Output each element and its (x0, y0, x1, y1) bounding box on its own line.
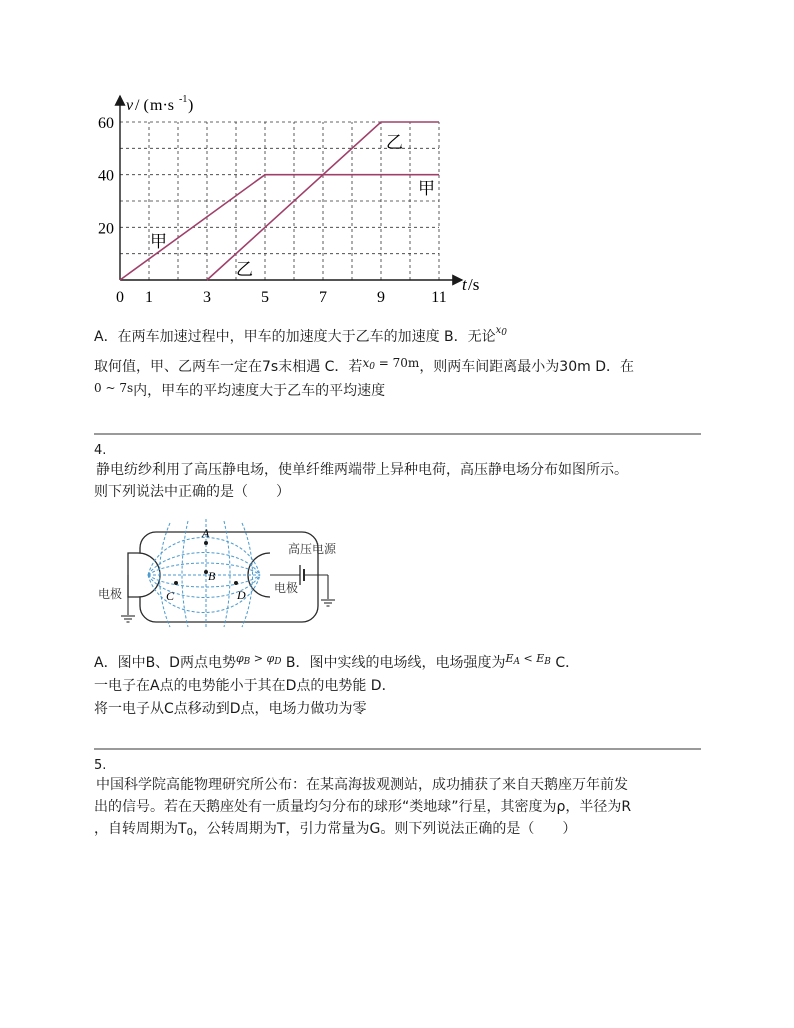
q3-options-line3 (94, 381, 385, 401)
y-tick-label-60: 60 (98, 115, 114, 132)
q4-stem-line2: 则下列说法中正确的是（ ） (94, 484, 290, 500)
q4-option-c-label: C． (555, 655, 580, 671)
y-tick-label-40: 40 (98, 167, 114, 185)
q4-phi-compare: φB > φD (235, 652, 282, 667)
x-tick-label-5: 5 (261, 289, 269, 306)
q4-options-line3: 将一电子从C点移动到D点，电场力做功为零 (94, 701, 367, 717)
annotation-jia-right: 甲 (418, 179, 435, 198)
vt-chart (0, 0, 794, 320)
q5-stem-line3: ，自转周期为$T_0$，公转周期为T，引力常量为G。则下列说法正确的是（ ） (94, 821, 577, 838)
electric-field-figure (90, 515, 370, 630)
label-electrode-right: 电极 (274, 581, 299, 595)
annotation-yi-bottom: 乙 (236, 260, 253, 279)
label-power: 高压电源 (288, 542, 337, 556)
q3-option-d: 内，甲车的平均速度大于乙车的平均速度 (133, 383, 386, 399)
x-tick-label-3: 3 (203, 289, 211, 306)
x-axis-label-unit: /s (468, 275, 480, 294)
q3-option-b-c: 取何值，甲、乙两车一定在7s末相遇 C．若 (94, 359, 363, 375)
q3-x0-eq: $x_0 = 70m$ (362, 356, 420, 372)
x-tick-label-0: 0 (116, 289, 124, 306)
point-D (234, 581, 238, 585)
x-tick-label-11: 11 (431, 289, 447, 306)
q3-option-c-d: ，则两车间距离最小为30m D．在 (419, 359, 634, 375)
q3-options-line1 (94, 327, 507, 351)
label-B: B (208, 569, 216, 583)
divider-q3-q4 (94, 433, 701, 435)
divider-q4-q5 (94, 748, 701, 750)
q3-options-line2 (94, 357, 634, 381)
x-tick-label-9: 9 (377, 289, 385, 306)
x-tick-label-7: 7 (319, 289, 327, 306)
annotation-yi-top: 乙 (386, 133, 403, 152)
q4-option-a: A．图中B、D两点电势 (94, 655, 236, 671)
q5-number: 5. (94, 758, 107, 773)
label-D: D (237, 588, 246, 602)
point-C (174, 581, 178, 585)
x-tick-label-1: 1 (145, 289, 153, 306)
label-A: A (202, 526, 210, 540)
y-axis-label-unit: m·s (150, 97, 174, 114)
q4-stem-line1: 静电纺纱利用了高压静电场，使单纤维两端带上异种电荷，高压静电场分布如图所示。 (96, 462, 628, 478)
y-axis-label-exp: -1 (179, 94, 188, 105)
point-A (204, 541, 208, 545)
annotation-jia-left: 甲 (150, 232, 167, 251)
q4-e-compare: EA < EB (505, 652, 551, 667)
y-tick-label-20: 20 (98, 220, 114, 238)
label-electrode-left: 电极 (98, 587, 123, 601)
y-axis-label-slash: / ( (135, 97, 149, 114)
x-axis-label-t: t (462, 275, 467, 294)
q4-number: 4. (94, 443, 107, 458)
q3-option-a-b: A．在两车加速过程中，甲车的加速度大于乙车的加速度 B．无论 (94, 329, 496, 345)
q5-stem-line2: 出的信号。若在天鹅座处有一质量均匀分布的球形“类地球”行星，其密度为ρ，半径为R (94, 799, 632, 815)
q3-x0: x0 (495, 325, 508, 338)
q4-options-line1 (94, 653, 579, 677)
y-axis-label-close: ) (188, 97, 194, 114)
q3-time-range: 0 ~ 7s (94, 381, 134, 395)
label-C: C (166, 589, 175, 603)
q4-options-line2: 一电子在A点的电势能小于其在D点的电势能 D． (94, 678, 396, 694)
y-axis-label-v: v (126, 97, 134, 114)
q4-option-b: B．图中实线的电场线，电场强度为 (285, 655, 506, 671)
q5-stem-line1: 中国科学院高能物理研究所公布：在某高海拔观测站，成功捕获了来自天鹅座万年前发 (96, 777, 628, 793)
